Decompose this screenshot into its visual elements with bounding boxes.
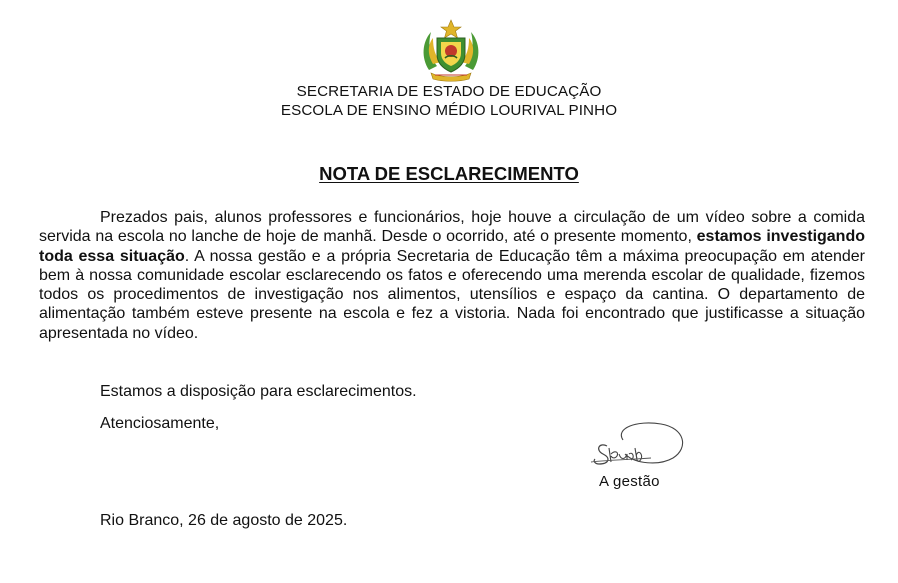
document-title: NOTA DE ESCLARECIMENTO — [319, 163, 579, 184]
secretariat-name: SECRETARIA DE ESTADO DE EDUCAÇÃO — [296, 83, 602, 100]
body-text-part2: . A nossa gestão e a própria Secretaria de Educação têm a máxima preocupação em atender bem à nossa comunidade escolar esclarecendo os fatos e oferecendo uma merenda escolar de qualidade, fizemos todos os procedimentos de investigação nos alimentos, utensílios e espaço da cantina. O departamento de alimentação também esteve presente na escola e fez a vistoria. Nada foi encontrado que justificasse a situação apresentada no vídeo. — [39, 247, 865, 342]
handwritten-signature-icon — [585, 418, 695, 476]
closing-salutation: Atenciosamente, — [100, 415, 220, 432]
place-and-date: Rio Branco, 26 de agosto de 2025. — [100, 512, 348, 529]
coat-of-arms-icon — [419, 18, 483, 84]
availability-statement: Estamos a disposição para esclarecimentos. — [100, 383, 417, 400]
body-text-part1: Prezados pais, alunos professores e funcionários, hoje houve a circulação de um vídeo sobre a comida servida na escola no lanche de hoje de manhã. Desde o ocorrido, até o presente momento, — [39, 209, 865, 246]
body-paragraph — [39, 208, 865, 343]
signer-name: A gestão — [599, 473, 660, 490]
school-name: ESCOLA DE ENSINO MÉDIO LOURIVAL PINHO — [280, 102, 618, 119]
body-text-bold: estamos investigando toda essa situação — [39, 228, 866, 265]
